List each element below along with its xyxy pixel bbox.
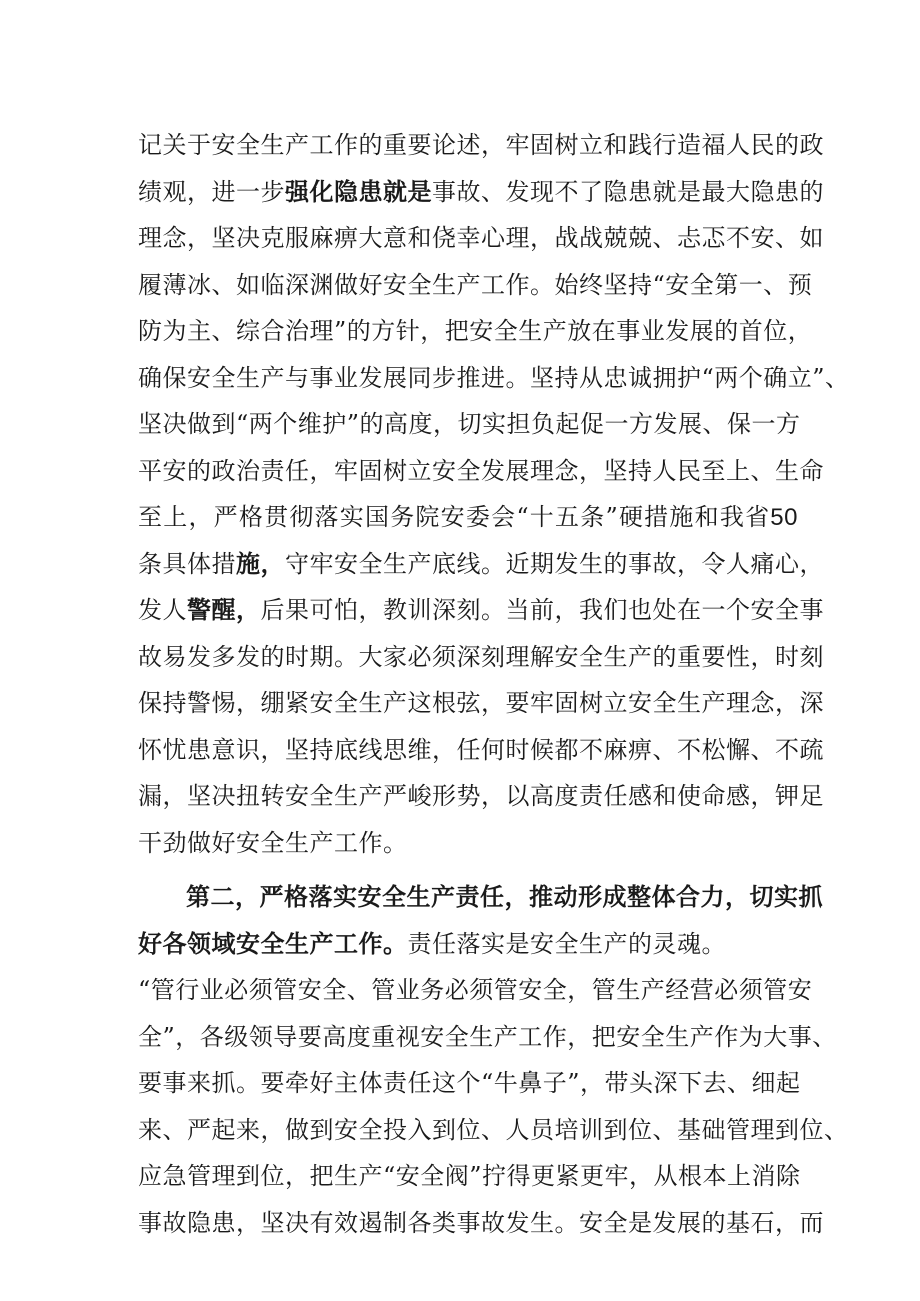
paragraph-line: 防为主、综合治理”的方针，把安全生产放在事业发展的首位， — [138, 317, 813, 345]
paragraph-line: 平安的政治责任，牢固树立安全发展理念，坚持人民至上、生命 — [138, 456, 824, 485]
paragraph-line: 条具体措施，守牢安全生产底线。近期发生的事故，令人痛心， — [138, 548, 824, 578]
paragraph-line: 怀忧患意识，坚持底线思维，任何时候都不麻痹、不松懈、不疏 — [138, 735, 824, 764]
bold-phrase: 警醒， — [187, 595, 261, 624]
paragraph-line: 应急管理到位，把生产“安全阀”拧得更紧更牢，从根本上消除 — [138, 1162, 801, 1190]
paragraph-line: 来、严起来，做到安全投入到位、人员培训到位、基础管理到位、 — [138, 1115, 849, 1144]
paragraph-line: 至上，严格贯彻落实国务院安委会“十五条”硬措施和我省50 — [138, 503, 798, 531]
paragraph-line: “管行业必须管安全、管业务必须管安全，管生产经营必须管安 — [138, 976, 813, 1004]
paragraph-line: 要事来抓。要牵好主体责任这个“牛鼻子”，带头深下去、细起 — [138, 1069, 801, 1097]
paragraph-line: 确保安全生产与事业发展同步推进。坚持从忠诚拥护“两个确立”、 — [138, 363, 850, 392]
paragraph-line: 干劲做好安全生产工作。 — [138, 828, 408, 857]
paragraph-line: 理念，坚决克服麻痹大意和侥幸心理，战战兢兢、忐忑不安、如 — [138, 224, 824, 252]
paragraph-line: 记关于安全生产工作的重要论述，牢固树立和践行造福人民的政 — [138, 131, 824, 159]
number-text: 50 — [770, 504, 798, 531]
bold-phrase: 强化隐患就是 — [285, 176, 432, 206]
paragraph-line: 事故隐患，坚决有效遏制各类事故发生。安全是发展的基石，而 — [138, 1208, 824, 1237]
paragraph-line: 故易发多发的时期。大家必须深刻理解安全生产的重要性，时刻 — [138, 642, 824, 671]
paragraph-line: 坚决做到“两个维护”的高度，切实担负起促一方发展、保一方 — [138, 410, 801, 438]
section-heading-end: 好各领域安全生产工作。 — [138, 928, 408, 958]
paragraph-line: 发人警醒，后果可怕，教训深刻。当前，我们也处在一个安全事 — [138, 595, 824, 624]
paragraph-line: 履薄冰、如临深渊做好安全生产工作。始终坚持“安全第一、预 — [138, 270, 813, 299]
body-text — [138, 122, 850, 1246]
bold-phrase: 施， — [236, 548, 285, 578]
paragraph-line: 绩观，进一步强化隐患就是事故、发现不了隐患就是最大隐患的 — [138, 176, 824, 206]
paragraph-line: 好各领域安全生产工作。责任落实是安全生产的灵魂。 — [138, 928, 726, 958]
paragraph-line: 全”，各级领导要高度重视安全生产工作，把安全生产作为大事、 — [138, 1022, 837, 1051]
section-heading: 第二，严格落实安全生产责任，推动形成整体合力，切实抓 — [186, 882, 823, 911]
paragraph-line: 保持警惕，绷紧安全生产这根弦，要牢固树立安全生产理念，深 — [138, 689, 824, 717]
paragraph-line: 漏，坚决扭转安全生产严峻形势，以高度责任感和使命感，钾足 — [138, 782, 824, 810]
